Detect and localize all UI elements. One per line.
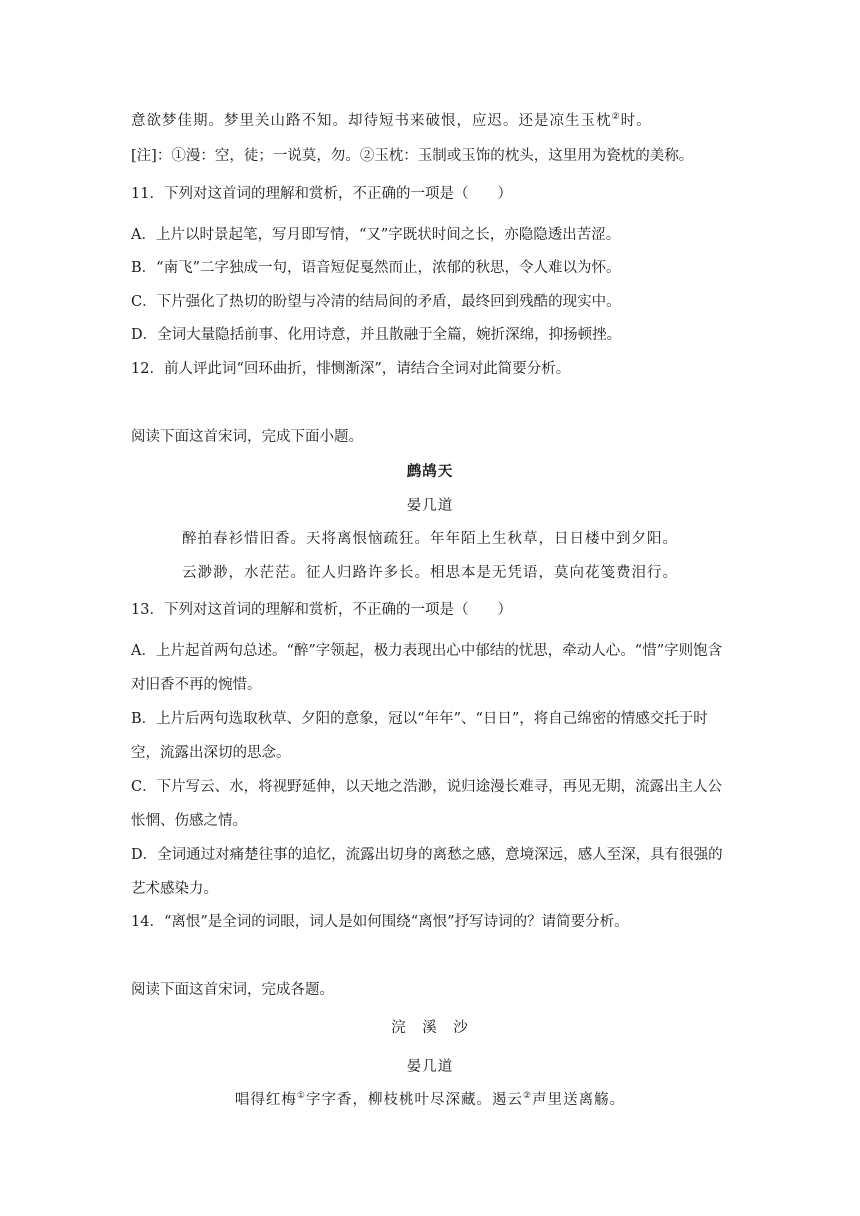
q13-stem: 13．下列对这首词的理解和赏析，不正确的一项是（ ）	[131, 602, 512, 618]
section2-intro: 阅读下面这首宋词，完成下面小题。	[131, 429, 363, 445]
section2-poem-line-1: 醉拍春衫惜旧香。天将离恨恼疏狂。年年陌上生秋草，日日楼中到夕阳。	[182, 531, 678, 547]
footnote-marker: ①	[296, 1091, 306, 1102]
section3-poem-title: 浣 溪 沙	[391, 1020, 469, 1036]
poem1-tail-line	[131, 111, 731, 131]
section2-poem-author: 晏几道	[406, 498, 454, 514]
footnote-marker: ②	[523, 1091, 533, 1102]
section3-line-part-a: 唱得红梅	[234, 1092, 297, 1108]
poem1-tail-text: 意欲梦佳期。梦里关山路不知。却待短书来破恨，应迟。还是凉生玉枕	[131, 113, 612, 129]
section2-poem-line-2: 云渺渺，水茫茫。征人归路许多长。相思本是无凭语，莫向花笺费泪行。	[182, 565, 678, 581]
section3-poem-line-1	[0, 1090, 860, 1110]
section3-line-part-c: 声里送离觞。	[532, 1092, 626, 1108]
section2-poem-title: 鹧鸪天	[406, 464, 454, 480]
q11-option-b: B．“南飞”二字独成一句，语音短促戛然而止，浓郁的秋思，令人难以为怀。	[131, 260, 621, 276]
q13-option-a: A．上片起首两句总述。“醉”字领起，极力表现出心中郁结的忧思，牵动人心。“惜”字则饱含对旧香不再的惋惜。	[131, 643, 723, 693]
q11-option-c: C．下片强化了热切的盼望与冷清的结局间的矛盾，最终回到残酷的现实中。	[131, 294, 621, 310]
footnote-marker: ②	[611, 112, 621, 123]
poem1-note: [注]：①漫：空，徒；一说莫，勿。②玉枕：玉制或玉饰的枕头，这里用为瓷枕的美称。	[131, 148, 694, 164]
q13-option-c: C．下片写云、水，将视野延伸，以天地之浩渺，说归途漫长难寻，再见无期，流露出主人公怅惘、伤感之情。	[131, 779, 723, 829]
q12-question: 12．前人评此词“回环曲折，悱恻渐深”，请结合全词对此简要分析。	[131, 361, 571, 377]
poem1-tail-end: 时。	[620, 113, 652, 129]
q13-option-b: B．上片后两句选取秋草、夕阳的意象，冠以“年年”、“日日”，将自己绵密的情感交托于时空，流露出深切的思念。	[131, 711, 708, 761]
q13-option-d: D．全词通过对痛楚往事的追忆，流露出切身的离愁之感，意境深远，感人至深，具有很强的艺术感染力。	[131, 847, 723, 897]
q14-question: 14．“离恨”是全词的词眼，词人是如何围绕“离恨”抒写诗词的？请简要分析。	[131, 914, 629, 930]
q11-stem: 11．下列对这首词的理解和赏析，不正确的一项是（ ）	[131, 186, 512, 202]
section3-line-part-b: 字字香，柳枝桃叶尽深藏。遏云	[306, 1092, 523, 1108]
q11-option-a: A．上片以时景起笔，写月即写情，“又”字既状时间之长，亦隐隐透出苦涩。	[131, 227, 621, 243]
section3-intro: 阅读下面这首宋词，完成各题。	[131, 982, 334, 998]
section3-poem-author: 晏几道	[406, 1059, 454, 1075]
q11-option-d: D．全词大量隐括前事、化用诗意，并且散融于全篇，婉折深绵，抑扬顿挫。	[131, 327, 622, 343]
